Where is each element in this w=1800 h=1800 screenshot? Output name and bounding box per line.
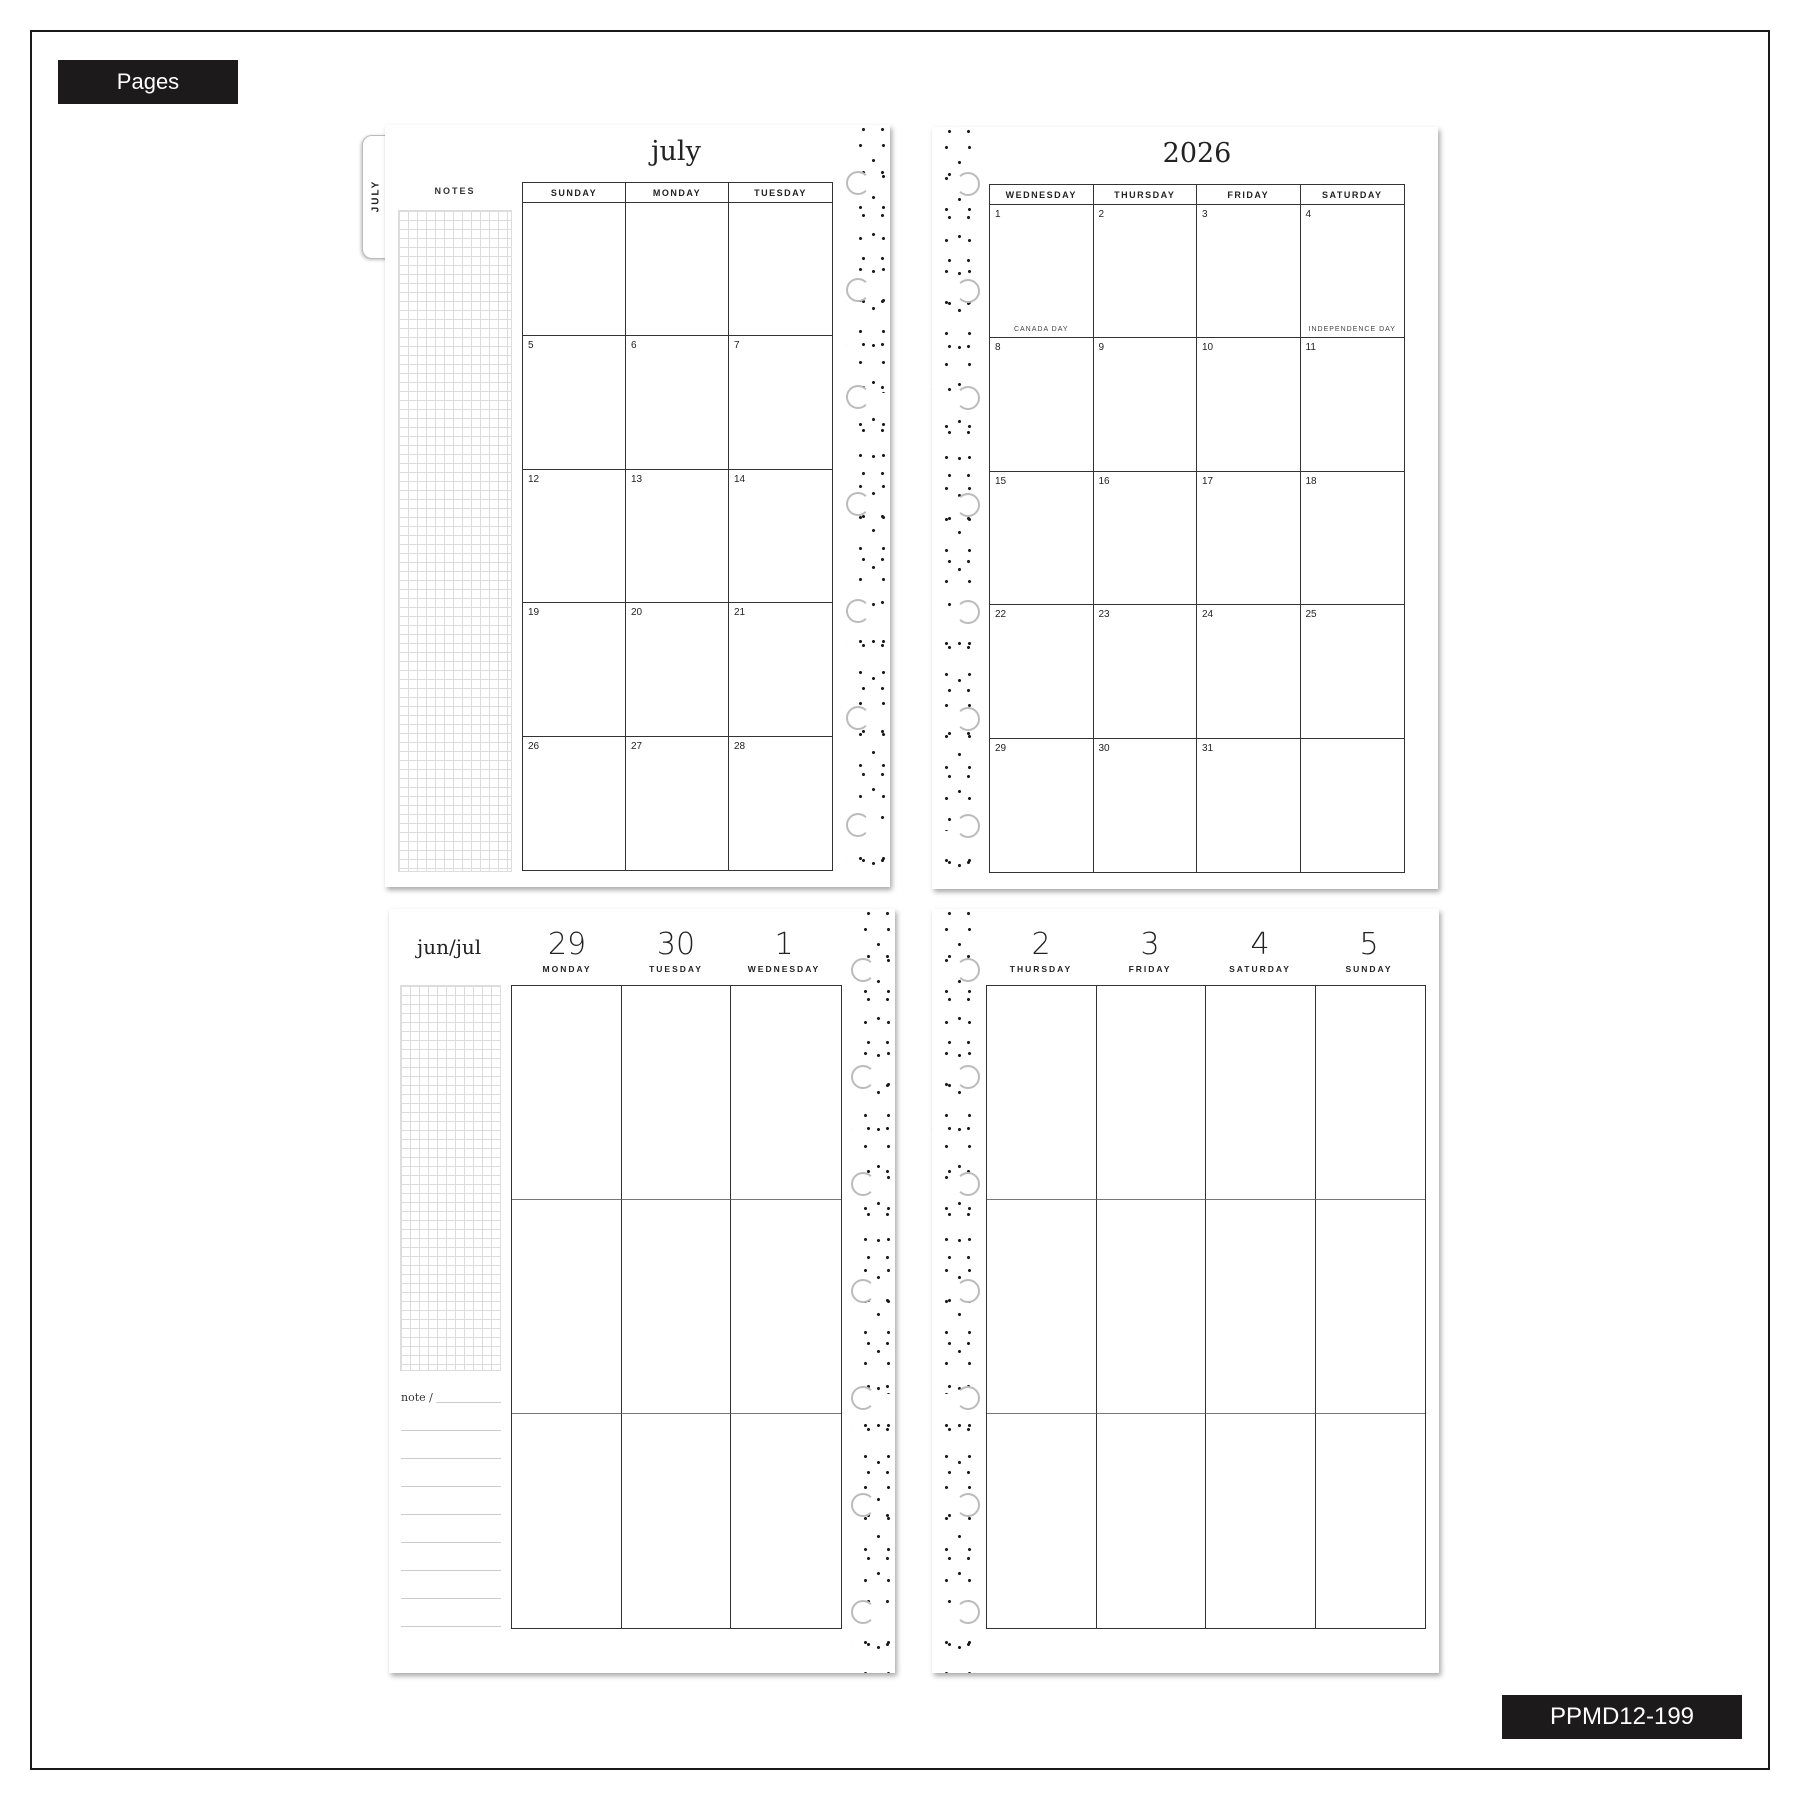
notes-header: NOTES (434, 186, 476, 196)
note-label: note / (401, 1391, 433, 1404)
day-number: 8 (995, 342, 1001, 354)
weekly-day-block[interactable] (622, 1200, 732, 1414)
binding-slot-channel (863, 1501, 891, 1509)
weekday-header: SATURDAY (1301, 185, 1405, 205)
notes-grid[interactable] (398, 210, 512, 872)
note-line[interactable] (401, 1458, 501, 1459)
calendar-day-cell[interactable] (1094, 205, 1198, 338)
weekly-columns-left (511, 985, 842, 1629)
weekly-day-block[interactable] (1206, 1200, 1316, 1414)
day-number: 4 (1250, 927, 1270, 962)
weekly-day-block[interactable] (987, 986, 1097, 1200)
day-number: 3 (1140, 927, 1160, 962)
binding-slot-channel (863, 1287, 891, 1295)
day-header-monday (512, 928, 622, 974)
day-number: 30 (1098, 742, 1110, 754)
monthly-calendar-right (989, 184, 1405, 873)
binding-slot-channel (940, 715, 968, 723)
day-name: WEDNESDAY (747, 964, 821, 974)
holiday-label: INDEPENDENCE DAY (1308, 326, 1396, 334)
weekly-day-block[interactable] (1316, 986, 1426, 1200)
calendar-day-cell[interactable] (990, 472, 1094, 605)
weekly-day-block[interactable] (987, 1414, 1097, 1628)
calendar-day-cell[interactable] (1197, 205, 1301, 338)
monthly-calendar-left (522, 182, 833, 871)
binding-slot-channel (863, 1073, 891, 1081)
day-name: FRIDAY (1128, 964, 1172, 974)
binding-slot-channel (940, 287, 968, 295)
day-number: 23 (1098, 609, 1110, 621)
binding-slot-channel (940, 966, 968, 974)
day-number: 19 (528, 607, 540, 619)
note-line[interactable] (436, 1402, 501, 1403)
calendar-day-cell[interactable] (523, 603, 626, 736)
calendar-day-cell[interactable] (1197, 338, 1301, 471)
calendar-day-cell[interactable] (990, 739, 1094, 872)
outer-frame (30, 30, 1770, 1770)
week-month-title: jun/jul (417, 935, 482, 959)
calendar-day-cell[interactable] (1197, 472, 1301, 605)
month-title: july (651, 136, 701, 167)
day-header-sunday (1314, 928, 1424, 974)
day-number: 24 (1202, 609, 1214, 621)
day-number: 15 (995, 475, 1007, 487)
binding-slot-channel (940, 1501, 968, 1509)
weekly-columns-right (986, 985, 1426, 1629)
binding-slot-channel (940, 822, 968, 830)
binding-slot-channel (858, 500, 886, 508)
day-number: 21 (734, 607, 746, 619)
calendar-day-cell[interactable] (729, 737, 832, 870)
calendar-day-cell[interactable] (523, 336, 626, 469)
calendar-day-cell[interactable] (523, 203, 626, 336)
calendar-day-cell[interactable] (729, 470, 832, 603)
calendar-day-cell[interactable] (990, 338, 1094, 471)
year-title: 2026 (1162, 138, 1232, 169)
day-number: 27 (631, 740, 643, 752)
calendar-day-cell[interactable] (626, 336, 729, 469)
day-name: SATURDAY (1229, 964, 1291, 974)
calendar-day-cell[interactable] (1301, 205, 1405, 338)
binding-slot-channel (863, 1180, 891, 1188)
calendar-day-cell[interactable] (990, 205, 1094, 338)
weekly-day-block[interactable] (1097, 1414, 1207, 1628)
holiday-label: CANADA DAY (1013, 326, 1069, 334)
weekly-day-block[interactable] (731, 1200, 841, 1414)
note-line[interactable] (401, 1570, 501, 1571)
binding-slot-channel (940, 1608, 968, 1616)
note-line[interactable] (401, 1598, 501, 1599)
binding-slot-channel (940, 394, 968, 402)
note-line[interactable] (401, 1542, 501, 1543)
binding-slot-channel (858, 179, 886, 187)
weekly-day-block[interactable] (622, 1414, 732, 1628)
day-number: 28 (734, 740, 746, 752)
calendar-day-cell[interactable] (626, 203, 729, 336)
weekly-day-block[interactable] (987, 1200, 1097, 1414)
weekly-day-block[interactable] (1316, 1200, 1426, 1414)
weekly-day-block[interactable] (1316, 1414, 1426, 1628)
day-number: 12 (528, 473, 540, 485)
month-tab-label: JULY (370, 179, 382, 213)
pages-label: Pages (58, 60, 238, 104)
binding-slot-channel (863, 966, 891, 974)
weekday-header: MONDAY (626, 183, 729, 203)
day-number: 2 (1098, 209, 1105, 220)
day-number: 20 (631, 607, 643, 619)
calendar-day-cell[interactable] (1197, 739, 1301, 872)
weekly-day-block[interactable] (1097, 986, 1207, 1200)
note-line[interactable] (401, 1430, 501, 1431)
binding-slot-channel (940, 180, 968, 188)
weekly-day-block[interactable] (1206, 986, 1316, 1200)
calendar-day-cell[interactable] (729, 203, 832, 336)
calendar-day-cell[interactable] (626, 470, 729, 603)
calendar-day-cell[interactable] (1301, 472, 1405, 605)
day-number: 3 (1202, 209, 1208, 220)
calendar-day-cell[interactable] (626, 737, 729, 870)
day-name: TUESDAY (649, 964, 703, 974)
day-number: 7 (734, 340, 740, 352)
binding-slot-channel (940, 1394, 968, 1402)
day-number: 17 (1202, 475, 1214, 487)
weekday-header: TUESDAY (729, 183, 832, 203)
calendar-day-cell[interactable] (626, 603, 729, 736)
calendar-day-cell[interactable] (1094, 338, 1198, 471)
binding-slot-channel (858, 393, 886, 401)
calendar-day-cell[interactable] (1301, 338, 1405, 471)
calendar-day-cell[interactable] (523, 470, 626, 603)
weekday-header: FRIDAY (1197, 185, 1301, 205)
weekly-day-block[interactable] (731, 1414, 841, 1628)
day-header-wednesday (729, 928, 839, 974)
weekly-notes-grid[interactable] (400, 985, 501, 1371)
sku-label: PPMD12-199 (1502, 1695, 1742, 1739)
binding-slot-channel (940, 1287, 968, 1295)
day-number: 16 (1098, 475, 1110, 487)
weekday-header: THURSDAY (1094, 185, 1198, 205)
day-name: MONDAY (542, 964, 592, 974)
day-number: 14 (734, 473, 746, 485)
calendar-day-cell[interactable] (1197, 605, 1301, 738)
day-number: 25 (1305, 609, 1317, 621)
note-line[interactable] (401, 1514, 501, 1515)
calendar-day-cell[interactable] (1301, 739, 1405, 872)
binding-slot-channel (858, 821, 886, 829)
calendar-day-cell[interactable] (523, 737, 626, 870)
day-header-friday (1095, 928, 1205, 974)
day-number: 22 (995, 609, 1007, 621)
binding-slot-channel (858, 714, 886, 722)
binding-slot-channel (863, 1394, 891, 1402)
day-number: 1 (774, 927, 794, 962)
weekly-day-block[interactable] (622, 986, 732, 1200)
calendar-day-cell[interactable] (729, 603, 832, 736)
weekly-day-block[interactable] (731, 986, 841, 1200)
note-line[interactable] (401, 1486, 501, 1487)
day-name: THURSDAY (1009, 964, 1073, 974)
calendar-day-cell[interactable] (729, 336, 832, 469)
day-number: 6 (631, 340, 637, 352)
day-header-tuesday (621, 928, 731, 974)
calendar-day-cell[interactable] (990, 605, 1094, 738)
weekly-day-block[interactable] (512, 986, 622, 1200)
weekly-day-block[interactable] (512, 1414, 622, 1628)
day-number: 2 (1031, 927, 1051, 962)
day-number: 18 (1305, 475, 1317, 487)
day-number: 4 (1305, 209, 1312, 220)
day-number: 11 (1305, 342, 1316, 354)
day-number: 31 (1202, 742, 1214, 754)
binding-slot-channel (940, 1073, 968, 1081)
day-number: 9 (1098, 342, 1105, 354)
day-number: 1 (995, 209, 1001, 220)
calendar-day-cell[interactable] (1094, 472, 1198, 605)
day-name: SUNDAY (1345, 964, 1393, 974)
binding-slot-channel (940, 608, 968, 616)
binding-slot-channel (863, 1608, 891, 1616)
day-number: 5 (528, 340, 534, 352)
binding-slot-channel (858, 607, 886, 615)
weekday-header: WEDNESDAY (990, 185, 1094, 205)
weekly-day-block[interactable] (1097, 1200, 1207, 1414)
calendar-day-cell[interactable] (1094, 739, 1198, 872)
day-header-saturday (1205, 928, 1315, 974)
binding-slot-channel (940, 1180, 968, 1188)
day-number: 30 (656, 927, 696, 962)
day-number: 10 (1202, 342, 1214, 354)
day-header-thursday (986, 928, 1096, 974)
weekly-day-block[interactable] (1206, 1414, 1316, 1628)
day-number: 26 (528, 740, 540, 752)
note-line[interactable] (401, 1626, 501, 1627)
day-number: 29 (995, 742, 1007, 754)
weekday-header: SUNDAY (523, 183, 626, 203)
calendar-day-cell[interactable] (1301, 605, 1405, 738)
calendar-day-cell[interactable] (1094, 605, 1198, 738)
day-number: 5 (1359, 927, 1379, 962)
binding-slot-channel (940, 501, 968, 509)
binding-slot-channel (858, 286, 886, 294)
weekly-day-block[interactable] (512, 1200, 622, 1414)
day-number: 13 (631, 473, 643, 485)
day-number: 29 (547, 927, 587, 962)
